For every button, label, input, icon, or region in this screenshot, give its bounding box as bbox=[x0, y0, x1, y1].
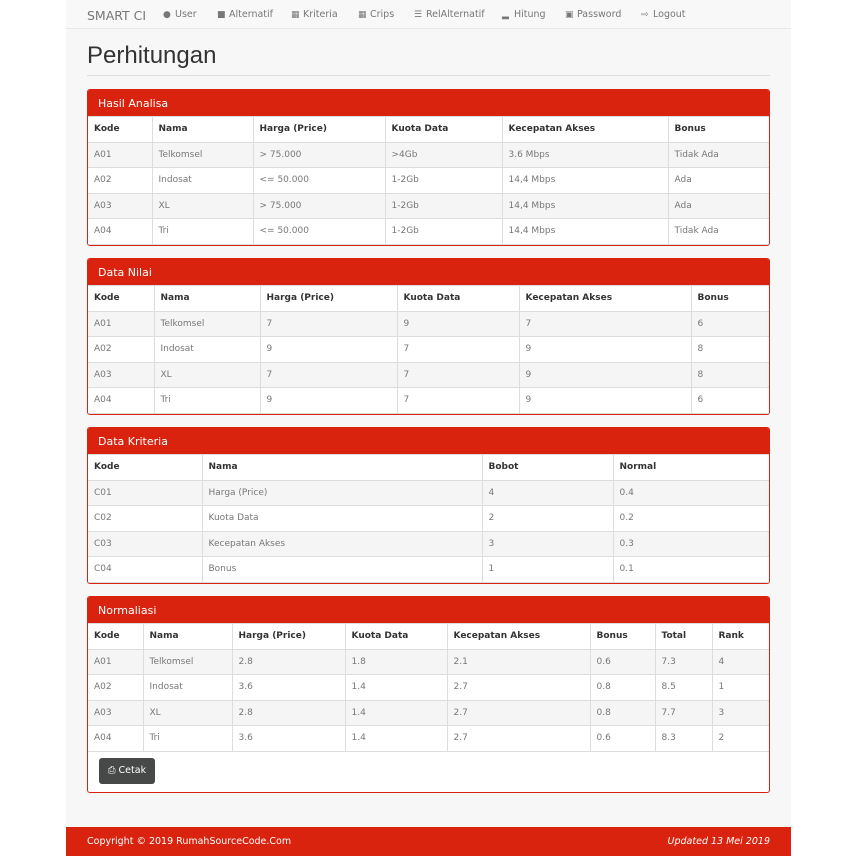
table-cell: XL bbox=[152, 193, 253, 219]
table-cell: 2.1 bbox=[447, 649, 590, 675]
table-cell: Bonus bbox=[202, 557, 482, 583]
signal-icon: ▂ bbox=[502, 10, 509, 20]
table-cell: 1 bbox=[482, 557, 613, 583]
table-row bbox=[88, 311, 769, 337]
column-header: Harga (Price) bbox=[253, 117, 385, 143]
table-cell: 6 bbox=[691, 388, 769, 414]
table-cell: C01 bbox=[88, 480, 202, 506]
column-header: Bonus bbox=[668, 117, 769, 143]
table-cell: 2.8 bbox=[232, 700, 345, 726]
table-cell: 7.3 bbox=[655, 649, 712, 675]
table-cell: 3 bbox=[712, 700, 769, 726]
tag-icon: ■ bbox=[217, 10, 226, 20]
normalisasi-table bbox=[88, 623, 769, 752]
table-row bbox=[88, 219, 769, 245]
table-row bbox=[88, 675, 769, 701]
column-header: Bobot bbox=[482, 455, 613, 481]
table-cell: 3 bbox=[482, 531, 613, 557]
panel-normalisasi bbox=[87, 596, 770, 793]
table-cell: 1.4 bbox=[345, 700, 447, 726]
table-cell: Kuota Data bbox=[202, 506, 482, 532]
panel-title: Data Kriteria bbox=[88, 428, 769, 454]
table-cell: A03 bbox=[88, 193, 152, 219]
table-cell: 8.5 bbox=[655, 675, 712, 701]
list-icon: ☰ bbox=[414, 10, 423, 20]
grid-icon: ▦ bbox=[358, 10, 367, 20]
table-cell: Telkomsel bbox=[152, 142, 253, 168]
table-row bbox=[88, 168, 769, 194]
table-cell: 0.4 bbox=[613, 480, 769, 506]
table-cell: Tri bbox=[143, 726, 232, 752]
title-divider bbox=[87, 75, 770, 76]
column-header: Nama bbox=[143, 624, 232, 650]
table-cell: Harga (Price) bbox=[202, 480, 482, 506]
table-row bbox=[88, 649, 769, 675]
table-cell: 7 bbox=[397, 388, 519, 414]
table-cell: Indosat bbox=[154, 337, 260, 363]
table-cell: 4 bbox=[482, 480, 613, 506]
column-header: Harga (Price) bbox=[232, 624, 345, 650]
table-cell: A03 bbox=[88, 362, 154, 388]
navbar-brand[interactable]: SMART CI bbox=[87, 8, 147, 23]
table-cell: XL bbox=[154, 362, 260, 388]
table-cell: 2 bbox=[712, 726, 769, 752]
table-cell: 2 bbox=[482, 506, 613, 532]
table-cell: 0.2 bbox=[613, 506, 769, 532]
panel-data-kriteria bbox=[87, 427, 770, 584]
page-title: Perhitungan bbox=[87, 42, 217, 69]
table-header-row bbox=[88, 455, 769, 481]
grid-icon: ▦ bbox=[291, 10, 300, 20]
table-cell: 2.7 bbox=[447, 675, 590, 701]
data-nilai-table bbox=[88, 285, 769, 414]
table-cell: 6 bbox=[691, 311, 769, 337]
table-cell: 9 bbox=[260, 388, 397, 414]
print-icon: ⎙ bbox=[107, 765, 116, 776]
table-cell: 9 bbox=[260, 337, 397, 363]
table-cell: C02 bbox=[88, 506, 202, 532]
table-cell: Telkomsel bbox=[143, 649, 232, 675]
lock-icon: ▣ bbox=[565, 10, 574, 20]
column-header: Kuota Data bbox=[345, 624, 447, 650]
panel-title: Data Nilai bbox=[88, 259, 769, 285]
column-header: Kecepatan Akses bbox=[502, 117, 668, 143]
nav-item-alternatif[interactable]: ■ Alternatif bbox=[217, 9, 273, 20]
print-button[interactable]: ⎙ Cetak bbox=[99, 758, 155, 784]
table-row bbox=[88, 700, 769, 726]
table-cell: Tri bbox=[154, 388, 260, 414]
table-cell: Tri bbox=[152, 219, 253, 245]
table-cell: C03 bbox=[88, 531, 202, 557]
table-row bbox=[88, 193, 769, 219]
table-cell: A01 bbox=[88, 649, 143, 675]
column-header: Nama bbox=[202, 455, 482, 481]
table-cell: 7 bbox=[519, 311, 691, 337]
table-cell: A02 bbox=[88, 168, 152, 194]
table-cell: 1-2Gb bbox=[385, 219, 502, 245]
table-cell: 7 bbox=[260, 311, 397, 337]
table-cell: 9 bbox=[519, 388, 691, 414]
table-header-row bbox=[88, 624, 769, 650]
table-cell: Ada bbox=[668, 193, 769, 219]
table-cell: 4 bbox=[712, 649, 769, 675]
table-cell: 14,4 Mbps bbox=[502, 193, 668, 219]
column-header: Kuota Data bbox=[397, 286, 519, 312]
nav-item-relalternatif[interactable]: ☰ RelAlternatif bbox=[414, 9, 485, 20]
column-header: Kuota Data bbox=[385, 117, 502, 143]
table-row bbox=[88, 531, 769, 557]
column-header: Harga (Price) bbox=[260, 286, 397, 312]
column-header: Kode bbox=[88, 286, 154, 312]
column-header: Kecepatan Akses bbox=[447, 624, 590, 650]
table-cell: 2.7 bbox=[447, 700, 590, 726]
table-row bbox=[88, 142, 769, 168]
footer-updated: Updated 13 Mei 2019 bbox=[667, 836, 770, 847]
table-cell: >4Gb bbox=[385, 142, 502, 168]
table-cell: 3.6 bbox=[232, 726, 345, 752]
table-cell: XL bbox=[143, 700, 232, 726]
nav-item-hitung[interactable]: ▂ Hitung bbox=[502, 9, 546, 20]
column-header: Total bbox=[655, 624, 712, 650]
logout-icon: ⇨ bbox=[641, 10, 649, 20]
table-cell: Kecepatan Akses bbox=[202, 531, 482, 557]
table-cell: Indosat bbox=[152, 168, 253, 194]
column-header: Bonus bbox=[590, 624, 655, 650]
table-cell: 1.4 bbox=[345, 726, 447, 752]
table-row bbox=[88, 337, 769, 363]
main-container bbox=[66, 29, 791, 827]
panel-hasil-analisa bbox=[87, 89, 770, 246]
table-cell: > 75.000 bbox=[253, 193, 385, 219]
table-cell: A02 bbox=[88, 337, 154, 363]
panel-title: Normaliasi bbox=[88, 597, 769, 623]
column-header: Nama bbox=[154, 286, 260, 312]
table-cell: A01 bbox=[88, 311, 154, 337]
column-header: Kode bbox=[88, 455, 202, 481]
table-cell: 0.6 bbox=[590, 649, 655, 675]
table-row bbox=[88, 557, 769, 583]
table-cell: 0.8 bbox=[590, 700, 655, 726]
table-cell: 7.7 bbox=[655, 700, 712, 726]
table-cell: A01 bbox=[88, 142, 152, 168]
table-cell: Ada bbox=[668, 168, 769, 194]
table-cell: > 75.000 bbox=[253, 142, 385, 168]
nav-item-crips[interactable]: ▦ Crips bbox=[358, 9, 395, 20]
column-header: Rank bbox=[712, 624, 769, 650]
column-header: Kecepatan Akses bbox=[519, 286, 691, 312]
table-header-row bbox=[88, 286, 769, 312]
table-row bbox=[88, 726, 769, 752]
table-cell: 1.4 bbox=[345, 675, 447, 701]
hasil-analisa-table bbox=[88, 116, 769, 245]
table-row bbox=[88, 480, 769, 506]
column-header: Kode bbox=[88, 117, 152, 143]
table-cell: <= 50.000 bbox=[253, 168, 385, 194]
table-cell: 0.8 bbox=[590, 675, 655, 701]
table-cell: C04 bbox=[88, 557, 202, 583]
table-cell: 2.8 bbox=[232, 649, 345, 675]
table-row bbox=[88, 362, 769, 388]
table-cell: Indosat bbox=[143, 675, 232, 701]
column-header: Kode bbox=[88, 624, 143, 650]
table-cell: 1-2Gb bbox=[385, 193, 502, 219]
table-cell: 2.7 bbox=[447, 726, 590, 752]
table-cell: 9 bbox=[519, 337, 691, 363]
table-cell: 0.6 bbox=[590, 726, 655, 752]
table-cell: A04 bbox=[88, 219, 152, 245]
footer-copyright: Copyright © 2019 RumahSourceCode.Com bbox=[87, 836, 292, 847]
panel-title: Hasil Analisa bbox=[88, 90, 769, 116]
table-cell: Tidak Ada bbox=[668, 142, 769, 168]
column-header: Nama bbox=[152, 117, 253, 143]
table-row bbox=[88, 388, 769, 414]
user-icon: ● bbox=[163, 10, 171, 20]
table-cell: 0.3 bbox=[613, 531, 769, 557]
table-cell: A02 bbox=[88, 675, 143, 701]
table-cell: 3.6 bbox=[232, 675, 345, 701]
table-header-row bbox=[88, 117, 769, 143]
nav-item-kriteria[interactable]: ▦ Kriteria bbox=[291, 9, 338, 20]
table-cell: 1.8 bbox=[345, 649, 447, 675]
table-cell: 7 bbox=[397, 337, 519, 363]
table-cell: 8.3 bbox=[655, 726, 712, 752]
table-cell: 9 bbox=[519, 362, 691, 388]
table-cell: 8 bbox=[691, 337, 769, 363]
table-cell: 3.6 Mbps bbox=[502, 142, 668, 168]
navbar bbox=[66, 0, 791, 29]
table-cell: 14,4 Mbps bbox=[502, 219, 668, 245]
table-cell: A04 bbox=[88, 726, 143, 752]
data-kriteria-table bbox=[88, 454, 769, 583]
table-cell: 1 bbox=[712, 675, 769, 701]
table-cell: <= 50.000 bbox=[253, 219, 385, 245]
table-cell: Tidak Ada bbox=[668, 219, 769, 245]
column-header: Bonus bbox=[691, 286, 769, 312]
column-header: Normal bbox=[613, 455, 769, 481]
table-cell: A04 bbox=[88, 388, 154, 414]
nav-item-password[interactable]: ▣ Password bbox=[565, 9, 622, 20]
table-cell: Telkomsel bbox=[154, 311, 260, 337]
table-cell: 14,4 Mbps bbox=[502, 168, 668, 194]
table-cell: 1-2Gb bbox=[385, 168, 502, 194]
table-row bbox=[88, 506, 769, 532]
nav-item-logout[interactable]: ⇨ Logout bbox=[641, 9, 686, 20]
table-cell: 0.1 bbox=[613, 557, 769, 583]
footer bbox=[66, 827, 791, 856]
table-cell: 8 bbox=[691, 362, 769, 388]
nav-item-user[interactable]: ● User bbox=[163, 9, 197, 20]
table-cell: 7 bbox=[397, 362, 519, 388]
table-cell: 9 bbox=[397, 311, 519, 337]
panel-data-nilai bbox=[87, 258, 770, 415]
table-cell: 7 bbox=[260, 362, 397, 388]
table-cell: A03 bbox=[88, 700, 143, 726]
